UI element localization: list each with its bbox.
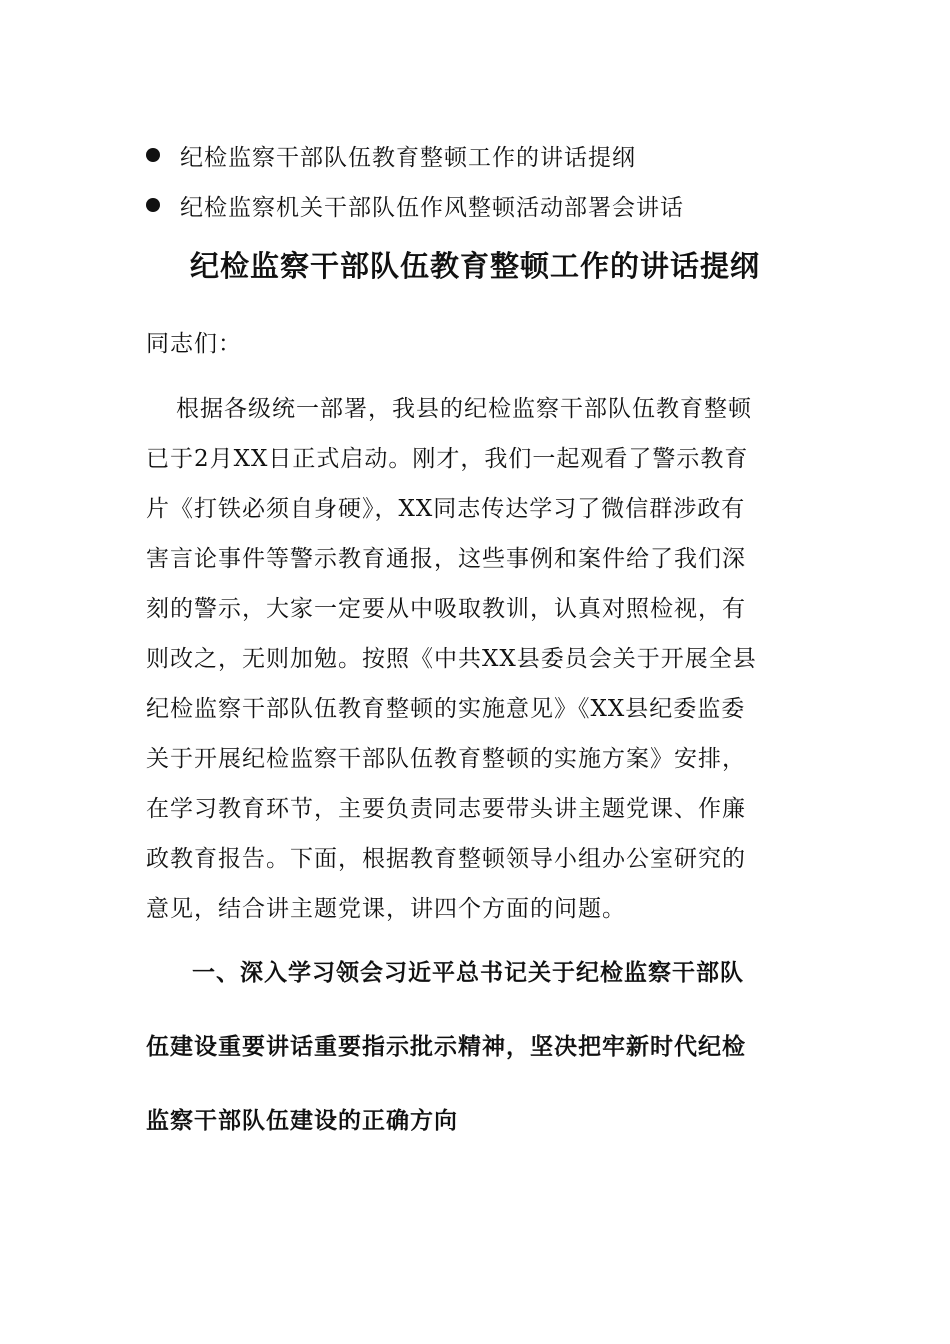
paragraph-line: 刻的警示，大家一定要从中吸取教训，认真对照检视，有 xyxy=(146,596,746,622)
paragraph-line: 已于2月XX日正式启动。刚才，我们一起观看了警示教育 xyxy=(146,446,749,472)
toc-item-label: 纪检监察干部队伍教育整顿工作的讲话提纲 xyxy=(180,144,636,171)
body-paragraph xyxy=(146,384,806,934)
paragraph-line: 在学习教育环节，主要负责同志要带头讲主题党课、作廉 xyxy=(146,796,746,822)
bullet-icon xyxy=(146,148,160,162)
paragraph-line: 意见，结合讲主题党课，讲四个方面的问题。 xyxy=(146,896,626,922)
bullet-icon xyxy=(146,198,160,212)
toc-item[interactable] xyxy=(146,180,866,230)
toc-list xyxy=(146,130,866,230)
paragraph-line: 关于开展纪检监察干部队伍教育整顿的实施方案》安排， xyxy=(146,746,746,772)
paragraph-line: 则改之，无则加勉。按照《中共XX县委员会关于开展全县 xyxy=(146,646,757,672)
paragraph-line: 害言论事件等警示教育通报，这些事例和案件给了我们深 xyxy=(146,546,746,572)
toc-item-label: 纪检监察机关干部队伍作风整顿活动部署会讲话 xyxy=(180,194,684,221)
section-heading-line: 监察干部队伍建设的正确方向 xyxy=(146,1108,458,1134)
section-heading-line: 一、深入学习领会习近平总书记关于纪检监察干部队 xyxy=(192,960,744,986)
toc-item[interactable] xyxy=(146,130,866,180)
paragraph-line: 片《打铁必须自身硬》，XX同志传达学习了微信群涉政有 xyxy=(146,496,746,522)
paragraph-line: 纪检监察干部队伍教育整顿的实施意见》《XX县纪委监委 xyxy=(146,696,746,722)
document-title: 纪检监察干部队伍教育整顿工作的讲话提纲 xyxy=(189,249,760,283)
section-heading xyxy=(146,943,806,1165)
paragraph-line: 根据各级统一部署，我县的纪检监察干部队伍教育整顿 xyxy=(176,396,752,422)
paragraph-line: 政教育报告。下面，根据教育整顿领导小组办公室研究的 xyxy=(146,846,746,872)
salutation: 同志们： xyxy=(146,331,242,357)
section-heading-line: 伍建设重要讲话重要指示批示精神，坚决把牢新时代纪检 xyxy=(146,1034,746,1060)
